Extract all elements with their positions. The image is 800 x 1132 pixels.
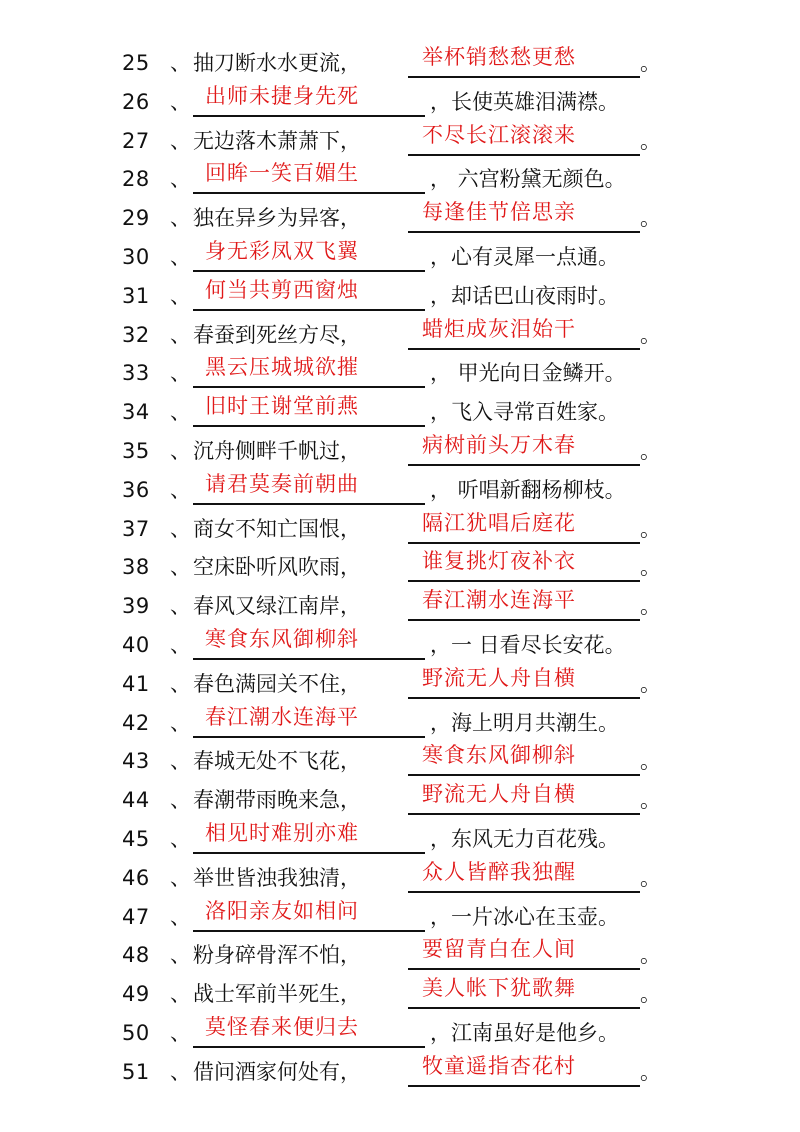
- answer-blank[interactable]: [193, 279, 425, 311]
- enumeration-mark: 、: [170, 400, 191, 425]
- answer-blank[interactable]: [193, 473, 425, 505]
- answer-blank[interactable]: [408, 977, 640, 1009]
- answer-text: 莫怪春来便归去: [205, 1014, 359, 1039]
- worksheet: [0, 44, 800, 1092]
- given-line: ， 听唱新翻杨柳枝。: [430, 477, 626, 502]
- question-number: 42: [122, 710, 150, 735]
- answer-blank[interactable]: [408, 550, 640, 582]
- question-number: 37: [122, 516, 150, 541]
- question-row: [0, 626, 800, 665]
- answer-text: 野流无人舟自横: [422, 665, 576, 690]
- answer-text: 请君莫奏前朝曲: [205, 471, 359, 496]
- question-row: [0, 665, 800, 704]
- given-line: ，一 日看尽长安花。: [430, 632, 626, 657]
- enumeration-mark: 、: [170, 826, 191, 851]
- enumeration-mark: 、: [170, 788, 191, 813]
- question-number: 35: [122, 438, 150, 463]
- enumeration-mark: 、: [170, 477, 191, 502]
- question-row: [0, 44, 800, 83]
- enumeration-mark: 、: [170, 555, 191, 580]
- question-row: [0, 859, 800, 898]
- question-number: 45: [122, 826, 150, 851]
- answer-blank[interactable]: [408, 512, 640, 544]
- question-number: 36: [122, 477, 150, 502]
- question-number: 48: [122, 943, 150, 968]
- end-punctuation: 。: [640, 788, 661, 813]
- question-number: 28: [122, 167, 150, 192]
- question-row: [0, 704, 800, 743]
- question-row: [0, 432, 800, 471]
- enumeration-mark: 、: [170, 206, 191, 231]
- question-row: [0, 316, 800, 355]
- given-line: 春潮带雨晚来急，: [193, 788, 361, 813]
- given-line: ，却话巴山夜雨时。: [430, 283, 619, 308]
- question-number: 27: [122, 128, 150, 153]
- end-punctuation: 。: [640, 865, 661, 890]
- given-line: ，东风无力百花残。: [430, 826, 619, 851]
- question-number: 49: [122, 982, 150, 1007]
- question-number: 44: [122, 788, 150, 813]
- end-punctuation: 。: [640, 749, 661, 774]
- question-number: 38: [122, 555, 150, 580]
- enumeration-mark: 、: [170, 749, 191, 774]
- answer-blank[interactable]: [408, 434, 640, 466]
- answer-blank[interactable]: [193, 1016, 425, 1048]
- end-punctuation: 。: [640, 516, 661, 541]
- answer-text: 身无彩凤双飞翼: [205, 238, 359, 263]
- enumeration-mark: 、: [170, 438, 191, 463]
- question-number: 47: [122, 904, 150, 929]
- question-row: [0, 393, 800, 432]
- question-row: [0, 548, 800, 587]
- answer-text: 病树前头万木春: [422, 432, 576, 457]
- end-punctuation: 。: [640, 1059, 661, 1084]
- answer-text: 野流无人舟自横: [422, 782, 576, 807]
- given-line: ，一片冰心在玉壶。: [430, 904, 619, 929]
- question-number: 26: [122, 89, 150, 114]
- given-line: ，江南虽好是他乡。: [430, 1020, 619, 1045]
- question-row: [0, 160, 800, 199]
- question-row: [0, 83, 800, 122]
- answer-text: 春江潮水连海平: [422, 588, 576, 613]
- given-line: 战士军前半死生，: [193, 982, 361, 1007]
- enumeration-mark: 、: [170, 671, 191, 696]
- question-row: [0, 471, 800, 510]
- enumeration-mark: 、: [170, 244, 191, 269]
- answer-blank[interactable]: [193, 706, 425, 738]
- end-punctuation: 。: [640, 594, 661, 619]
- enumeration-mark: 、: [170, 982, 191, 1007]
- enumeration-mark: 、: [170, 361, 191, 386]
- enumeration-mark: 、: [170, 865, 191, 890]
- enumeration-mark: 、: [170, 167, 191, 192]
- question-row: [0, 510, 800, 549]
- enumeration-mark: 、: [170, 51, 191, 75]
- answer-blank[interactable]: [408, 744, 640, 776]
- question-row: [0, 898, 800, 937]
- given-line: ， 六宫粉黛无颜色。: [430, 167, 626, 192]
- answer-text: 黑云压城城欲摧: [205, 355, 359, 380]
- answer-blank[interactable]: [408, 861, 640, 893]
- given-line: 春蚕到死丝方尽，: [193, 322, 361, 347]
- question-number: 32: [122, 322, 150, 347]
- question-number: 29: [122, 206, 150, 231]
- given-line: 沉舟侧畔千帆过，: [193, 438, 361, 463]
- question-row: [0, 354, 800, 393]
- answer-blank[interactable]: [408, 783, 640, 815]
- end-punctuation: 。: [640, 943, 661, 968]
- answer-blank[interactable]: [193, 85, 425, 117]
- answer-blank[interactable]: [193, 822, 425, 854]
- answer-blank[interactable]: [408, 938, 640, 970]
- end-punctuation: 。: [640, 555, 661, 580]
- question-number: 39: [122, 594, 150, 619]
- enumeration-mark: 、: [170, 710, 191, 735]
- end-punctuation: 。: [640, 206, 661, 231]
- answer-blank[interactable]: [193, 356, 425, 388]
- answer-text: 要留青白在人间: [422, 937, 576, 962]
- question-number: 51: [122, 1059, 150, 1084]
- given-line: ， 甲光向日金鳞开。: [430, 361, 626, 386]
- answer-text: 不尽长江滚滚来: [422, 122, 576, 147]
- question-number: 33: [122, 361, 150, 386]
- enumeration-mark: 、: [170, 1059, 191, 1084]
- answer-text: 春江潮水连海平: [205, 704, 359, 729]
- end-punctuation: 。: [640, 671, 661, 696]
- end-punctuation: 。: [640, 128, 661, 153]
- question-number: 46: [122, 865, 150, 890]
- given-line: ，飞入寻常百姓家。: [430, 400, 619, 425]
- answer-blank[interactable]: [193, 900, 425, 932]
- given-line: 抽刀断水水更流，: [193, 51, 361, 75]
- question-number: 50: [122, 1020, 150, 1045]
- enumeration-mark: 、: [170, 904, 191, 929]
- answer-text: 寒食东风御柳斜: [422, 743, 576, 768]
- question-row: [0, 742, 800, 781]
- given-line: 借问酒家何处有，: [193, 1059, 361, 1084]
- question-row: [0, 781, 800, 820]
- answer-text: 谁复挑灯夜补衣: [422, 549, 576, 574]
- enumeration-mark: 、: [170, 322, 191, 347]
- answer-text: 何当共剪西窗烛: [205, 277, 359, 302]
- answer-text: 举杯销愁愁更愁: [422, 45, 576, 69]
- question-row: [0, 936, 800, 975]
- given-line: 商女不知亡国恨，: [193, 516, 361, 541]
- answer-blank[interactable]: [408, 589, 640, 621]
- given-line: 粉身碎骨浑不怕，: [193, 943, 361, 968]
- answer-blank[interactable]: [408, 46, 640, 78]
- enumeration-mark: 、: [170, 632, 191, 657]
- end-punctuation: 。: [640, 322, 661, 347]
- end-punctuation: 。: [640, 51, 661, 75]
- question-number: 31: [122, 283, 150, 308]
- answer-text: 牧童遥指杏花村: [422, 1053, 576, 1078]
- answer-text: 出师未捷身先死: [205, 83, 359, 108]
- given-line: 举世皆浊我独清，: [193, 865, 361, 890]
- question-number: 25: [122, 51, 150, 75]
- question-number: 30: [122, 244, 150, 269]
- answer-blank[interactable]: [408, 318, 640, 350]
- answer-text: 寒食东风御柳斜: [205, 626, 359, 651]
- question-number: 40: [122, 632, 150, 657]
- end-punctuation: 。: [640, 982, 661, 1007]
- enumeration-mark: 、: [170, 1020, 191, 1045]
- question-row: [0, 199, 800, 238]
- question-number: 34: [122, 400, 150, 425]
- answer-text: 隔江犹唱后庭花: [422, 510, 576, 535]
- enumeration-mark: 、: [170, 128, 191, 153]
- question-row: [0, 587, 800, 626]
- question-row: [0, 238, 800, 277]
- answer-text: 相见时难别亦难: [205, 820, 359, 845]
- given-line: 空床卧听风吹雨，: [193, 555, 361, 580]
- given-line: 春色满园关不住，: [193, 671, 361, 696]
- answer-text: 众人皆醉我独醒: [422, 859, 576, 884]
- answer-text: 回眸一笑百媚生: [205, 161, 359, 186]
- given-line: 春城无处不飞花，: [193, 749, 361, 774]
- answer-blank[interactable]: [193, 628, 425, 660]
- question-row: [0, 277, 800, 316]
- answer-blank[interactable]: [408, 124, 640, 156]
- given-line: ，长使英雄泪满襟。: [430, 89, 619, 114]
- end-punctuation: 。: [640, 438, 661, 463]
- given-line: ，海上明月共潮生。: [430, 710, 619, 735]
- given-line: 春风又绿江南岸，: [193, 594, 361, 619]
- answer-text: 美人帐下犹歌舞: [422, 976, 576, 1001]
- answer-text: 洛阳亲友如相问: [205, 898, 359, 923]
- answer-blank[interactable]: [193, 162, 425, 194]
- enumeration-mark: 、: [170, 283, 191, 308]
- enumeration-mark: 、: [170, 516, 191, 541]
- enumeration-mark: 、: [170, 943, 191, 968]
- answer-blank[interactable]: [408, 1055, 640, 1087]
- given-line: 无边落木萧萧下，: [193, 128, 361, 153]
- question-row: [0, 122, 800, 161]
- answer-blank[interactable]: [408, 667, 640, 699]
- answer-text: 每逢佳节倍思亲: [422, 200, 576, 225]
- answer-blank[interactable]: [408, 201, 640, 233]
- enumeration-mark: 、: [170, 594, 191, 619]
- question-row: [0, 820, 800, 859]
- question-number: 41: [122, 671, 150, 696]
- answer-blank[interactable]: [193, 395, 425, 427]
- given-line: ，心有灵犀一点通。: [430, 244, 619, 269]
- question-row: [0, 975, 800, 1014]
- answer-text: 蜡炬成灰泪始干: [422, 316, 576, 341]
- given-line: 独在异乡为异客，: [193, 206, 361, 231]
- question-number: 43: [122, 749, 150, 774]
- enumeration-mark: 、: [170, 89, 191, 114]
- answer-blank[interactable]: [193, 240, 425, 272]
- answer-text: 旧时王谢堂前燕: [205, 394, 359, 419]
- question-row: [0, 1014, 800, 1053]
- question-row: [0, 1053, 800, 1092]
